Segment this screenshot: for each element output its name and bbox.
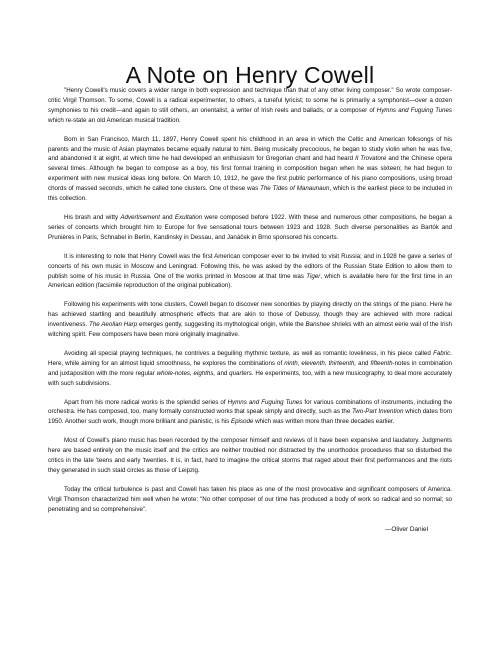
italic-title-text: Advertisement bbox=[120, 213, 160, 221]
paragraph-text: . Here, while aiming for an almost liquid smoothness, he explores the combinations of bbox=[48, 349, 452, 367]
paragraph bbox=[48, 300, 452, 340]
paragraph bbox=[48, 252, 452, 292]
paragraph-text: which was written more than three decades earlier. bbox=[253, 418, 395, 426]
paragraph-text: shrieks with an almost eerie wail of the Irish witching spirit. Few composers have been more originally imaginative. bbox=[48, 321, 452, 339]
italic-title-text: The Tides of Manaunaun bbox=[260, 185, 330, 193]
signature: —Oliver Daniel bbox=[385, 525, 428, 533]
italic-title-text: Exultation bbox=[174, 213, 203, 221]
paragraph-text: Avoiding all special playing techniques, he contrives a beguiling rhythmic texture, as well as romantic loveliness, in his piece called bbox=[64, 349, 434, 357]
paragraph-text: were composed before 1922. With these and numerous other compositions, he began a series of concerts which brought him to Europe for five sensational tours between 1923 and 1928. Such diverse personalities as Bartók and Prunières in Paris, Schnabel in Berlin, Kandinsky in Dessau, and Janáček in Brno sponsored his concerts. bbox=[48, 213, 452, 241]
paragraph bbox=[48, 86, 452, 126]
italic-title-text: fifteenth bbox=[370, 359, 393, 367]
paragraph-text: , which is available here for the first time in an American edition (facsimile reproduction of the original publication). bbox=[48, 272, 452, 290]
italic-title-text: Episode bbox=[230, 418, 254, 426]
italic-title-text: whole-notes, eighths, bbox=[156, 369, 216, 377]
paragraph bbox=[48, 398, 452, 428]
paragraph-text: which dates from 1950. Another such work, though more brilliant and pianistic, is his bbox=[48, 408, 452, 426]
page-title: A Note on Henry Cowell bbox=[125, 62, 375, 88]
italic-title-text: The Aeolian Harp bbox=[89, 321, 138, 329]
paragraph-text: -notes in combination and juxtaposition with the more regular bbox=[48, 359, 452, 377]
paragraph-text: emerges gently, suggesting its mythological origin, while the bbox=[137, 321, 306, 329]
paragraph bbox=[48, 135, 452, 204]
paragraph-text: Most of Cowell's piano music has been recorded by the composer himself and reviews of it have been expansive and laudatory. Judgments here are based entirely on the music itself and the critics are neither troubled nor distracted by the unorthodox procedures that so disturbed the critics in the late 'teens and early 'twenties. It is, in fact, hard to imagine the critical storms that raged about their first performances and the riots they generated in such staid circles as those of Leipzig. bbox=[48, 437, 452, 474]
paragraph-text: It is interesting to note that Henry Cowell was the first American composer ever to be invited to visit Russia; and in 1928 he gave a series of concerts of his own music in Moscow and Leningrad. Following this, he was asked by the editors of the Russian State Edition to allow them to publish some of his music in Russia. One of the works printed in Moscow at that time was bbox=[48, 252, 452, 280]
paragraph-text: Following his experiments with tone clusters, Cowell began to discover new sonorities by playing directly on the strings of the piano. Here he has achieved startling and beautifully atmospheric effects that are akin to those of Debussy, though they are achieved with more radical inventiveness. bbox=[48, 301, 452, 329]
paragraph bbox=[48, 349, 452, 389]
paragraph-text: Born in San Francisco, March 11, 1897, Henry Cowell spent his childhood in an area in which the Celtic and American folksongs of his parents and the music of Asian playmates became equally natural to him. Being musically precocious, he began to study violin when he was five, and abandoned it at eight, at which time he had developed an enthusiasm for Gregorian chant and had heard bbox=[48, 135, 452, 163]
article-body bbox=[48, 86, 452, 515]
paragraph-text: and bbox=[215, 369, 230, 377]
italic-title-text: quarters bbox=[229, 369, 252, 377]
italic-title-text: Fabric bbox=[433, 349, 451, 357]
paragraph-text: Today the critical turbulence is past and Cowell has taken his place as one of the most provocative and significant composers of America. Virgil Thomson characterized him well when he wrote: "No other composer of our time has produced a body of work so radical and so normal; so penetrating and so comprehensive". bbox=[48, 485, 452, 513]
italic-title-text: Two-Part Invention bbox=[351, 408, 404, 416]
paragraph-text: "Henry Cowell's music covers a wider range in both expression and technique than that of any other living composer." So wrote composer-critic Virgil Thomson. To some, Cowell is a radical experimenter, to others, a tuneful lyricist; to some he is primarily a symphonist—over a dozen symphonies to his credit—and again to still others, an orientalist, a writer of Irish reels and ballads, or a composer of bbox=[48, 87, 452, 114]
italic-title-text: Hymns and Fuguing Tunes bbox=[227, 398, 303, 406]
italic-title-text: ninth, eleventh, thirteenth, bbox=[284, 359, 357, 367]
paragraph-text: His brash and witty bbox=[64, 213, 121, 221]
paragraph-text: and bbox=[159, 213, 175, 221]
italic-title-text: Tiger bbox=[306, 272, 321, 280]
paragraph-text: . He experiments, too, with a new musicography, to deal more accurately with such subdivisions. bbox=[48, 369, 452, 387]
italic-title-text: Banshee bbox=[305, 321, 330, 329]
paragraph-text: which re-state an old American musical tradition. bbox=[48, 116, 181, 124]
paragraph bbox=[48, 213, 452, 243]
italic-title-text: Hymns and Fuguing Tunes bbox=[376, 106, 452, 114]
paragraph bbox=[48, 436, 452, 476]
paragraph-text: , which is the earliest piece to be included in this collection. bbox=[48, 185, 452, 203]
italic-title-text: Il Trovatore bbox=[355, 155, 387, 163]
paragraph-text: Apart from his more radical works is the splendid series of bbox=[64, 398, 228, 406]
paragraph bbox=[48, 485, 452, 515]
paragraph-text: and the Chinese opera several times. Although he began to compose as a boy, his first formal training in composition began when he was sixteen; he had begun to experiment with new musical ideas long before. On March 10, 1912, he gave the first public performance of his piano compositions, using broad chords of massed seconds, which he called tone clusters. One of these was bbox=[48, 155, 452, 193]
paragraph-text: and bbox=[356, 359, 371, 367]
paragraph-text: for various combinations of instruments, including the orchestra. He has composed, too, many formally constructed works that speak simply and directly, such as the bbox=[48, 398, 453, 416]
